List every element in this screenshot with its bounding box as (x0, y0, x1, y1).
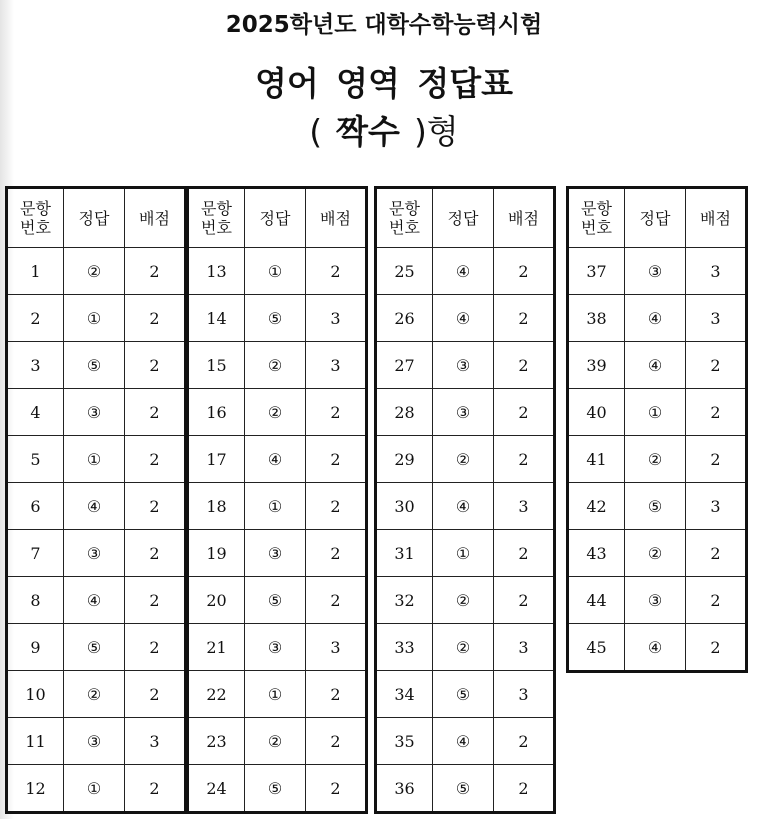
answer-cell: ④ (625, 342, 686, 389)
header-row (376, 188, 555, 248)
table-row (376, 577, 555, 624)
points-cell: 2 (306, 483, 367, 530)
points-cell: 2 (125, 248, 186, 295)
question-number: 39 (568, 342, 625, 389)
question-number: 38 (568, 295, 625, 342)
table-row (188, 530, 367, 577)
question-number: 37 (568, 248, 625, 295)
header-answer: 정답 (625, 188, 686, 248)
header-number-line2: 번호 (20, 218, 51, 237)
table-row (568, 577, 747, 624)
table-row (188, 718, 367, 765)
page-title: 영어 영역 정답표 (254, 64, 514, 103)
table-row (7, 295, 186, 342)
header-points: 배점 (686, 188, 747, 248)
question-number: 2 (7, 295, 64, 342)
question-number: 29 (376, 436, 433, 483)
points-cell: 3 (686, 248, 747, 295)
points-cell: 2 (494, 389, 555, 436)
question-number: 13 (188, 248, 245, 295)
question-number: 8 (7, 577, 64, 624)
header-number (376, 188, 433, 248)
answer-cell: ④ (433, 718, 494, 765)
points-cell: 2 (686, 624, 747, 672)
points-cell: 2 (494, 577, 555, 624)
points-cell: 3 (125, 718, 186, 765)
question-number: 30 (376, 483, 433, 530)
table-row (376, 671, 555, 718)
question-number: 31 (376, 530, 433, 577)
header-number-line2: 번호 (389, 218, 420, 237)
table-row (7, 577, 186, 624)
question-number: 23 (188, 718, 245, 765)
answer-cell: ③ (245, 624, 306, 671)
table-row (7, 530, 186, 577)
points-cell: 2 (125, 295, 186, 342)
question-number: 28 (376, 389, 433, 436)
answer-cell: ① (245, 248, 306, 295)
table-row (188, 671, 367, 718)
table-row (568, 389, 747, 436)
table-row (568, 483, 747, 530)
question-number: 6 (7, 483, 64, 530)
points-cell: 3 (494, 624, 555, 671)
points-cell: 2 (494, 530, 555, 577)
question-number: 40 (568, 389, 625, 436)
question-number: 34 (376, 671, 433, 718)
table-row (188, 342, 367, 389)
table-row (188, 295, 367, 342)
answer-cell: ② (625, 436, 686, 483)
points-cell: 2 (686, 577, 747, 624)
points-cell: 2 (125, 436, 186, 483)
points-cell: 2 (125, 389, 186, 436)
table-row (7, 436, 186, 483)
question-number: 15 (188, 342, 245, 389)
table-row (376, 295, 555, 342)
points-cell: 2 (686, 342, 747, 389)
points-cell: 2 (306, 671, 367, 718)
question-number: 1 (7, 248, 64, 295)
answer-cell: ⑤ (433, 765, 494, 813)
table-row (376, 483, 555, 530)
header-answer: 정답 (64, 188, 125, 248)
table-row (188, 765, 367, 813)
points-cell: 3 (686, 483, 747, 530)
form-type (0, 106, 768, 153)
points-cell: 2 (494, 436, 555, 483)
question-number: 35 (376, 718, 433, 765)
answer-cell: ② (625, 530, 686, 577)
question-number: 17 (188, 436, 245, 483)
header-number (188, 188, 245, 248)
points-cell: 2 (686, 530, 747, 577)
table-row (376, 530, 555, 577)
points-cell: 3 (306, 295, 367, 342)
answer-cell: ④ (64, 483, 125, 530)
points-cell: 3 (494, 671, 555, 718)
header-number-line1: 문항 (581, 199, 612, 218)
header-number (568, 188, 625, 248)
table-row (7, 248, 186, 295)
answer-cell: ③ (433, 342, 494, 389)
points-cell: 2 (686, 436, 747, 483)
answer-cell: ① (245, 671, 306, 718)
answer-cell: ④ (625, 624, 686, 672)
table-row (188, 248, 367, 295)
question-number: 41 (568, 436, 625, 483)
answer-cell: ④ (625, 295, 686, 342)
header-answer: 정답 (433, 188, 494, 248)
table-row (188, 389, 367, 436)
question-number: 19 (188, 530, 245, 577)
answer-block-2 (186, 186, 368, 814)
header-answer: 정답 (245, 188, 306, 248)
header-number-line1: 문항 (389, 199, 420, 218)
points-cell: 2 (306, 765, 367, 813)
table-row (7, 765, 186, 813)
answer-cell: ③ (625, 248, 686, 295)
answer-cell: ③ (64, 530, 125, 577)
table-row (188, 483, 367, 530)
points-cell: 2 (125, 530, 186, 577)
points-cell: 2 (494, 295, 555, 342)
table-row (188, 436, 367, 483)
question-number: 11 (7, 718, 64, 765)
question-number: 36 (376, 765, 433, 813)
question-number: 7 (7, 530, 64, 577)
answer-cell: ② (245, 718, 306, 765)
answer-cell: ② (245, 389, 306, 436)
question-number: 9 (7, 624, 64, 671)
table-row (568, 436, 747, 483)
answer-cell: ② (433, 436, 494, 483)
table-row (568, 624, 747, 672)
header-number-line1: 문항 (20, 199, 51, 218)
answer-cell: ⑤ (245, 765, 306, 813)
question-number: 18 (188, 483, 245, 530)
answer-cell: ③ (64, 718, 125, 765)
points-cell: 2 (494, 718, 555, 765)
question-number: 43 (568, 530, 625, 577)
question-number: 24 (188, 765, 245, 813)
answer-block-3 (374, 186, 556, 814)
question-number: 22 (188, 671, 245, 718)
form-type-open: ( (309, 112, 323, 151)
answer-cell: ① (64, 765, 125, 813)
question-number: 26 (376, 295, 433, 342)
question-number: 44 (568, 577, 625, 624)
table-row (7, 671, 186, 718)
points-cell: 3 (306, 624, 367, 671)
points-cell: 2 (306, 577, 367, 624)
answer-cell: ⑤ (245, 577, 306, 624)
points-cell: 2 (494, 765, 555, 813)
table-row (188, 624, 367, 671)
header-number-line2: 번호 (581, 218, 612, 237)
question-number: 42 (568, 483, 625, 530)
answer-cell: ② (433, 624, 494, 671)
header-points: 배점 (125, 188, 186, 248)
points-cell: 3 (686, 295, 747, 342)
table-row (376, 342, 555, 389)
question-number: 25 (376, 248, 433, 295)
answer-cell: ② (64, 671, 125, 718)
points-cell: 3 (494, 483, 555, 530)
points-cell: 2 (306, 718, 367, 765)
table-row (376, 436, 555, 483)
answer-cell: ④ (433, 483, 494, 530)
answer-block-4 (566, 186, 748, 673)
answer-cell: ④ (433, 248, 494, 295)
answer-cell: ③ (64, 389, 125, 436)
header-number-line2: 번호 (201, 218, 232, 237)
table-row (376, 624, 555, 671)
points-cell: 3 (306, 342, 367, 389)
answer-block-1 (5, 186, 187, 814)
answer-cell: ⑤ (433, 671, 494, 718)
table-row (376, 718, 555, 765)
table-row (568, 342, 747, 389)
table-row (568, 248, 747, 295)
table-row (7, 718, 186, 765)
points-cell: 2 (306, 436, 367, 483)
header-row (7, 188, 186, 248)
answer-cell: ⑤ (625, 483, 686, 530)
question-number: 20 (188, 577, 245, 624)
answer-cell: ③ (433, 389, 494, 436)
answer-cell: ④ (433, 295, 494, 342)
question-number: 12 (7, 765, 64, 813)
exam-title: 2025학년도 대학수학능력시험 (225, 12, 543, 38)
table-row (7, 342, 186, 389)
form-type-close: )형 (413, 112, 459, 151)
points-cell: 2 (494, 248, 555, 295)
answer-cell: ⑤ (64, 342, 125, 389)
header-points: 배점 (494, 188, 555, 248)
points-cell: 2 (125, 765, 186, 813)
points-cell: 2 (306, 389, 367, 436)
question-number: 27 (376, 342, 433, 389)
question-number: 5 (7, 436, 64, 483)
answer-cell: ⑤ (64, 624, 125, 671)
answer-cell: ① (433, 530, 494, 577)
points-cell: 2 (306, 530, 367, 577)
points-cell: 2 (686, 389, 747, 436)
answer-cell: ④ (245, 436, 306, 483)
points-cell: 2 (306, 248, 367, 295)
table-row (376, 248, 555, 295)
points-cell: 2 (125, 671, 186, 718)
answer-cell: ③ (245, 530, 306, 577)
answer-cell: ② (64, 248, 125, 295)
table-row (376, 389, 555, 436)
question-number: 4 (7, 389, 64, 436)
table-row (568, 530, 747, 577)
points-cell: 2 (125, 624, 186, 671)
answer-cell: ④ (64, 577, 125, 624)
answer-cell: ① (625, 389, 686, 436)
answer-cell: ② (433, 577, 494, 624)
table-row (7, 389, 186, 436)
question-number: 21 (188, 624, 245, 671)
question-number: 32 (376, 577, 433, 624)
points-cell: 2 (494, 342, 555, 389)
points-cell: 2 (125, 577, 186, 624)
points-cell: 2 (125, 342, 186, 389)
question-number: 33 (376, 624, 433, 671)
answer-cell: ③ (625, 577, 686, 624)
table-row (188, 577, 367, 624)
header-row (568, 188, 747, 248)
answer-cell: ① (245, 483, 306, 530)
answer-cell: ⑤ (245, 295, 306, 342)
header-number (7, 188, 64, 248)
question-number: 10 (7, 671, 64, 718)
table-row (568, 295, 747, 342)
answer-cell: ① (64, 295, 125, 342)
header-number-line1: 문항 (201, 199, 232, 218)
question-number: 16 (188, 389, 245, 436)
header-points: 배점 (306, 188, 367, 248)
answer-cell: ② (245, 342, 306, 389)
question-number: 45 (568, 624, 625, 672)
table-row (376, 765, 555, 813)
points-cell: 2 (125, 483, 186, 530)
question-number: 3 (7, 342, 64, 389)
header-row (188, 188, 367, 248)
question-number: 14 (188, 295, 245, 342)
table-row (7, 483, 186, 530)
answer-cell: ① (64, 436, 125, 483)
form-type-name: 짝수 (336, 112, 400, 151)
table-row (7, 624, 186, 671)
